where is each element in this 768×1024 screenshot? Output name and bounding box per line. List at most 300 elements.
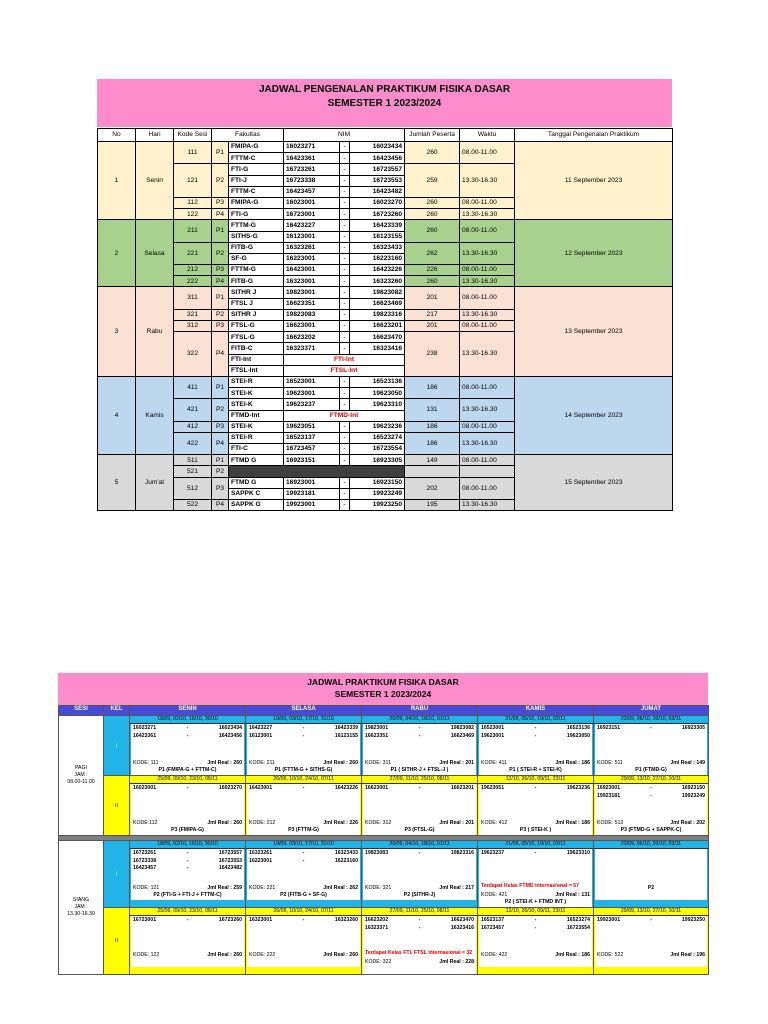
kode-label: KODE: 121 <box>133 885 160 891</box>
kode-sesi: 212 <box>174 265 212 276</box>
nim-start: 19923181 <box>284 488 340 499</box>
nim-dash: - <box>340 164 350 175</box>
kode-box <box>479 818 592 835</box>
col-header-nim: NIM <box>284 129 405 142</box>
day-no: 3 <box>98 287 136 377</box>
nim-end: 16323260 <box>350 276 405 287</box>
day-name: Jum'at <box>136 455 174 511</box>
jml-real: Jml Real : 260 <box>323 952 358 958</box>
kode-sesi: 411 <box>174 376 212 398</box>
schedule-intro-table <box>97 79 672 511</box>
schedule-cell <box>362 776 478 836</box>
nim-end: 19823082 <box>350 287 405 298</box>
kode-sesi: 522 <box>174 500 212 511</box>
nim-dash: - <box>340 153 350 164</box>
waktu: 13.30-16.30 <box>460 309 515 320</box>
kode-sesi: 222 <box>174 276 212 287</box>
nim-dash: - <box>340 399 350 410</box>
fakultas-cell: FTI-G <box>229 209 284 220</box>
fakultas-cell: SITHR J <box>229 287 284 298</box>
col-header-fakultas: Fakultas <box>212 129 284 142</box>
international-note: Terdapat Kelas FTMD Internasional = 57 <box>479 883 592 890</box>
kode-label: KODE: 412 <box>481 820 508 826</box>
nim-start: 19823001 <box>284 287 340 298</box>
kode-box <box>595 883 707 900</box>
group-label: P2 (FTI-G + FTI-J + FTTM-C) <box>153 892 222 898</box>
fakultas-cell: STEI-K <box>229 421 284 432</box>
waktu: 13.30-16.30 <box>460 276 515 287</box>
tanggal: 14 September 2023 <box>515 376 673 454</box>
meeting-dates: 19/09, 03/10, 17/10, 31/10 <box>246 841 361 849</box>
nim-end: 16523136 <box>350 376 405 387</box>
jumlah-peserta: 260 <box>405 276 460 287</box>
fakultas-cell: FTMD-Int <box>229 410 284 421</box>
nim-range-box <box>595 784 707 818</box>
nim-dash: - <box>340 376 350 387</box>
kode-sesi: 421 <box>174 399 212 421</box>
kode-label: KODE: 122 <box>133 952 160 958</box>
nim-start: 16723457 <box>284 444 340 455</box>
schedule-cell <box>246 908 362 975</box>
nim-range: 16623001 - 16623201 <box>365 785 474 791</box>
nim-start: 16023001 <box>284 197 340 208</box>
nim-start: 16923151 <box>284 455 340 466</box>
nim-end: 16623469 <box>350 298 405 309</box>
group-label: P3 (FTSL-G) <box>404 827 435 833</box>
nim-end: 16623201 <box>350 321 405 332</box>
group-label: P3 ( STEI-K ) <box>519 827 552 833</box>
schedule-cell <box>594 716 709 776</box>
nim-dash: - <box>340 477 350 488</box>
nim-range: 16923001 - 16923150 <box>597 785 705 791</box>
kode-box <box>363 818 476 835</box>
waktu: 13.30-16.30 <box>460 500 515 511</box>
nim-range-box <box>595 916 707 950</box>
tanggal: 13 September 2023 <box>515 287 673 377</box>
fakultas-cell: SF-G <box>229 253 284 264</box>
col-header-kel: KEL <box>104 706 130 716</box>
jml-real: Jml Real : 202 <box>670 820 705 826</box>
nim-start: 16523001 <box>284 376 340 387</box>
col-header-jumat: JUMAT <box>594 706 709 716</box>
fakultas-cell: FTMD G <box>229 477 284 488</box>
tanggal: 12 September 2023 <box>515 220 673 287</box>
day-name: Selasa <box>136 220 174 287</box>
nim-end: 16023270 <box>350 197 405 208</box>
nim-dash: - <box>340 321 350 332</box>
col-header-tanggal: Tanggal Pengenalan Praktikum <box>515 129 673 142</box>
fakultas-cell: STEI-R <box>229 376 284 387</box>
group-label: P2 (FITB-G + SF-G) <box>280 892 327 898</box>
intro-header-row <box>98 129 673 142</box>
kode-label: KODE: 411 <box>481 760 507 766</box>
schedule-practicum-table <box>58 673 708 975</box>
group-label: P1 (FTTM-G + SITHS-G) <box>274 767 333 773</box>
sesi-p: P2 <box>212 242 229 264</box>
nim-end: 16523274 <box>350 432 405 443</box>
nim-start: 16323261 <box>284 242 340 253</box>
nim-end: 16423226 <box>350 265 405 276</box>
kelompok-label: I <box>104 841 130 908</box>
meeting-dates: 20/09, 04/10, 18/10, 01/11 <box>362 841 477 849</box>
meeting-dates: 29/09, 13/10, 27/10, 10/11 <box>594 776 708 784</box>
jumlah-peserta: 131 <box>405 399 460 421</box>
sesi-p: P2 <box>212 466 229 477</box>
fakultas-cell: FTTM-G <box>229 220 284 231</box>
nim-start: 19923001 <box>284 500 340 511</box>
nim-range: 16023271 - 16023434 <box>133 725 242 731</box>
nim-range-box <box>131 784 244 818</box>
kode-box <box>363 957 476 974</box>
practicum-title: JADWAL PRAKTIKUM FISIKA DASAR <box>307 677 459 687</box>
waktu: 13.30-16.30 <box>460 432 515 454</box>
schedule-cell <box>478 716 594 776</box>
nim-range-box <box>363 916 476 950</box>
jumlah-peserta: 202 <box>405 477 460 499</box>
nim-end: 16023434 <box>350 142 405 153</box>
waktu: 08.00-11.00 <box>460 421 515 432</box>
waktu: 08.00-11.00 <box>460 287 515 309</box>
meeting-dates: 22/09, 06/10, 20/10, 03/11 <box>594 716 708 724</box>
group-label: P3 (FMIPA-G) <box>171 827 204 833</box>
kode-box <box>363 883 476 900</box>
jml-real: Jml Real : 201 <box>439 820 474 826</box>
col-header-kode-sesi: Kode Sesi <box>174 129 212 142</box>
intro-subtitle: SEMESTER 1 2023/2024 <box>327 98 442 109</box>
nim-end: 19623236 <box>350 421 405 432</box>
meeting-dates: 27/09, 11/10, 25/10, 08/11 <box>362 776 477 784</box>
nim-dash: - <box>340 298 350 309</box>
kode-sesi: 422 <box>174 432 212 454</box>
nim-dash: - <box>340 455 350 466</box>
fakultas-cell: FTI-C <box>229 444 284 455</box>
nim-end: 16423482 <box>350 186 405 197</box>
jumlah-peserta: 201 <box>405 287 460 309</box>
meeting-dates: 21/09, 05/10, 19/10, 02/11 <box>478 716 593 724</box>
nim-start: 16323371 <box>284 343 340 354</box>
nim-start: 16723001 <box>284 209 340 220</box>
kode-label: KODE: 322 <box>365 959 392 965</box>
kode-box <box>131 883 244 900</box>
international-class: FTI-Int <box>284 354 405 365</box>
schedule-cell <box>362 908 478 975</box>
col-header-jumlah: Jumlah Peserta <box>405 129 460 142</box>
kode-box <box>595 950 707 967</box>
kode-label: KODE: 221 <box>249 885 276 891</box>
nim-range-box <box>247 784 360 818</box>
jumlah-peserta: 195 <box>405 500 460 511</box>
col-header-selasa: SELASA <box>246 706 362 716</box>
sesi-p: P1 <box>212 287 229 309</box>
nim-dash: - <box>340 276 350 287</box>
nim-start: 16523137 <box>284 432 340 443</box>
kelompok-label: II <box>104 908 130 975</box>
group-label: P3 (FTMD-G + SAPPK-C) <box>620 827 682 833</box>
nim-start: 16623351 <box>284 298 340 309</box>
nim-range: 16623351 - 16623469 <box>365 732 474 739</box>
waktu: 08.00-11.00 <box>460 142 515 164</box>
fakultas-cell: FTI-J <box>229 175 284 186</box>
fakultas-cell: FITB-C <box>229 343 284 354</box>
nim-start: 16023271 <box>284 142 340 153</box>
jumlah-peserta: 260 <box>405 197 460 208</box>
sesi-p: P3 <box>212 265 229 276</box>
waktu: 08.00-11.00 <box>460 455 515 466</box>
col-header-waktu: Waktu <box>460 129 515 142</box>
nim-range-box <box>479 784 592 818</box>
practicum-title-banner <box>58 673 708 705</box>
schedule-cell <box>478 776 594 836</box>
kode-sesi: 112 <box>174 197 212 208</box>
intro-row <box>98 142 673 153</box>
kode-label: KODE: 321 <box>365 885 392 891</box>
kode-sesi: 312 <box>174 321 212 332</box>
waktu: 13.30-16.30 <box>460 399 515 421</box>
nim-dash: - <box>340 500 350 511</box>
nim-end: 16323416 <box>350 343 405 354</box>
nim-range: 16723338 - 16723553 <box>133 857 242 864</box>
nim-end: 16723260 <box>350 209 405 220</box>
group-label: P1 (FTMD-G) <box>635 767 667 773</box>
fakultas-cell: FTSL-G <box>229 321 284 332</box>
jumlah-peserta: 262 <box>405 242 460 264</box>
meeting-dates: 19/09, 03/10, 17/10, 31/10 <box>246 716 361 724</box>
meeting-dates: 18/09, 02/10, 16/10, 30/10 <box>130 716 245 724</box>
nim-range: 16423227 - 16423339 <box>249 725 358 731</box>
kode-label: KODE: 212 <box>249 820 276 826</box>
nim-end: 16123155 <box>350 231 405 242</box>
international-note: Terdapat Kelas FTI, FTSL Internasional = 32 <box>363 950 476 957</box>
nim-range-box <box>363 784 476 818</box>
sesi-p: P4 <box>212 209 229 220</box>
nim-range: 19623051 - 19623236 <box>481 785 590 791</box>
fakultas-cell: FTMD G <box>229 455 284 466</box>
waktu: 08.00-11.00 <box>460 477 515 499</box>
empty-slot <box>229 466 405 477</box>
kode-box <box>479 890 592 907</box>
nim-start: 16723261 <box>284 164 340 175</box>
kode-sesi: 512 <box>174 477 212 499</box>
day-no: 4 <box>98 376 136 454</box>
nim-end: 16423456 <box>350 153 405 164</box>
sesi-p: P1 <box>212 142 229 164</box>
nim-end: 16923305 <box>350 455 405 466</box>
nim-range: 16723261 - 16723557 <box>133 850 242 856</box>
kode-label: KODE: 522 <box>597 952 624 958</box>
nim-start: 16323001 <box>284 276 340 287</box>
sesi-p: P4 <box>212 500 229 511</box>
fakultas-cell: FITB-G <box>229 276 284 287</box>
nim-start: 16123001 <box>284 231 340 242</box>
jml-real: Jml Real : 131 <box>555 892 590 898</box>
nim-start: 19623237 <box>284 399 340 410</box>
group-label: P1 (FMIPA-G + FTTM-C) <box>158 767 217 773</box>
day-no: 1 <box>98 142 136 220</box>
fakultas-cell: STEI-R <box>229 432 284 443</box>
nim-range: 19623001 - 19623050 <box>481 732 590 739</box>
sesi-p: P2 <box>212 164 229 198</box>
sesi-p: P1 <box>212 376 229 398</box>
nim-range: 16623202 - 16623470 <box>365 917 474 923</box>
group-label: P2 (SITHR-J) <box>403 892 436 898</box>
nim-dash: - <box>340 209 350 220</box>
fakultas-cell: FTTM-C <box>229 153 284 164</box>
schedule-cell <box>594 841 709 908</box>
jumlah-peserta: 201 <box>405 321 460 332</box>
nim-start: 16923001 <box>284 477 340 488</box>
nim-start: 16623001 <box>284 321 340 332</box>
kode-label: KODE:112 <box>133 820 158 826</box>
jml-real: Jml Real : 228 <box>439 959 474 965</box>
nim-range-box <box>595 724 707 758</box>
kode-label: KODE: 222 <box>249 952 276 958</box>
schedule-cell <box>478 841 594 908</box>
nim-end: 16923150 <box>350 477 405 488</box>
nim-range: 16223001 - 16223160 <box>249 857 358 864</box>
kode-box <box>479 950 592 967</box>
fakultas-cell: STEI-K <box>229 388 284 399</box>
jumlah-peserta: 259 <box>405 164 460 198</box>
group-label: P2 <box>647 885 655 891</box>
fakultas-cell: SITHR J <box>229 309 284 320</box>
jumlah-peserta: 186 <box>405 432 460 454</box>
col-header-senin: SENIN <box>130 706 246 716</box>
sesi-label: SIANG JAM : 13.30-16.30 <box>59 841 104 975</box>
nim-range: 16323001 - 16323260 <box>249 917 358 923</box>
day-name: Kamis <box>136 376 174 454</box>
group-label: P2 ( STEI-K + FTMD INT ) <box>504 899 567 905</box>
nim-dash: - <box>340 242 350 253</box>
fakultas-cell: FMIPA-G <box>229 197 284 208</box>
nim-start: 19823083 <box>284 309 340 320</box>
group-label: P3 (FTTM-G) <box>288 827 319 833</box>
kode-box <box>247 758 360 775</box>
nim-range: 16523001 - 16523136 <box>481 725 590 731</box>
meeting-dates: 12/10, 26/10, 09/11, 23/11 <box>478 908 593 916</box>
waktu: 08.00-11.00 <box>460 265 515 276</box>
schedule-cell <box>246 841 362 908</box>
jml-real: Jml Real : 149 <box>670 760 705 766</box>
sesi-p: P3 <box>212 477 229 499</box>
waktu <box>460 466 515 477</box>
nim-range: 19823001 - 19823082 <box>365 725 474 731</box>
group-label: P1 ( STEI-R + STEI-K) <box>509 767 562 773</box>
nim-range-box <box>479 916 592 950</box>
waktu: 13.30-16.30 <box>460 242 515 264</box>
fakultas-cell: SITHS-G <box>229 231 284 242</box>
nim-range: 16323371 - 16323416 <box>365 924 474 931</box>
intro-table <box>97 128 673 511</box>
jml-real: Jml Real : 186 <box>555 760 590 766</box>
nim-range-box <box>363 724 476 758</box>
kode-label: KODE: 422 <box>481 952 508 958</box>
kode-sesi: 211 <box>174 220 212 242</box>
nim-start: 16723338 <box>284 175 340 186</box>
meeting-dates: 20/09, 04/10, 18/10, 01/11 <box>362 716 477 724</box>
col-header-kamis: KAMIS <box>478 706 594 716</box>
meeting-dates: 12/10, 26/10, 09/11, 23/11 <box>478 776 593 784</box>
nim-dash: - <box>340 220 350 231</box>
practicum-header-row <box>59 706 709 716</box>
kelompok-label: I <box>104 716 130 776</box>
nim-dash: - <box>340 265 350 276</box>
nim-end: 16723553 <box>350 175 405 186</box>
col-header-rabu: RABU <box>362 706 478 716</box>
nim-dash: - <box>340 388 350 399</box>
jml-real: Jml Real : 226 <box>323 820 358 826</box>
nim-range: 16923151 - 16923305 <box>597 725 705 731</box>
nim-range-box <box>131 916 244 950</box>
kode-label: KODE: 511 <box>597 760 623 766</box>
sesi-p: P2 <box>212 309 229 320</box>
sesi-p: P3 <box>212 421 229 432</box>
nim-end: 16723554 <box>350 444 405 455</box>
sesi-p: P4 <box>212 432 229 454</box>
day-no: 5 <box>98 455 136 511</box>
nim-range: 16423361 - 16423456 <box>133 732 242 739</box>
jml-real: Jml Real : 196 <box>670 952 705 958</box>
sesi-p: P4 <box>212 332 229 377</box>
kode-box <box>131 818 244 835</box>
day-name: Senin <box>136 142 174 220</box>
schedule-cell <box>130 908 246 975</box>
jumlah-peserta: 226 <box>405 265 460 276</box>
fakultas-cell: SAPPK G <box>229 500 284 511</box>
kode-box <box>247 883 360 900</box>
nim-dash: - <box>340 444 350 455</box>
kode-label: KODE: 512 <box>597 820 624 826</box>
waktu: 13.30-16.30 <box>460 164 515 198</box>
nim-start: 16423361 <box>284 153 340 164</box>
nim-range-box <box>595 849 707 883</box>
day-no: 2 <box>98 220 136 287</box>
nim-dash: - <box>340 287 350 298</box>
nim-start: 16223001 <box>284 253 340 264</box>
practicum-subtitle: SEMESTER 1 2023/2024 <box>334 689 432 699</box>
kelompok-label: II <box>104 776 130 836</box>
kode-box <box>131 758 244 775</box>
jumlah-peserta: 260 <box>405 209 460 220</box>
sesi-p: P3 <box>212 321 229 332</box>
nim-end: 19923250 <box>350 500 405 511</box>
nim-end: 16323433 <box>350 242 405 253</box>
kode-sesi: 311 <box>174 287 212 309</box>
nim-end: 16723557 <box>350 164 405 175</box>
tanggal: 11 September 2023 <box>515 142 673 220</box>
nim-range: 16423001 - 16423226 <box>249 785 358 791</box>
kode-box <box>363 758 476 775</box>
sesi-p: P4 <box>212 276 229 287</box>
nim-end: 16423339 <box>350 220 405 231</box>
schedule-cell <box>130 716 246 776</box>
nim-end: 19923249 <box>350 488 405 499</box>
waktu: 13.30-16.30 <box>460 209 515 220</box>
nim-range-box <box>479 849 592 883</box>
meeting-dates: 26/09, 10/10, 24/10, 07/11 <box>246 908 361 916</box>
meeting-dates: 18/09, 02/10, 16/10, 30/10 <box>130 841 245 849</box>
kode-sesi: 321 <box>174 309 212 320</box>
kode-sesi: 511 <box>174 455 212 466</box>
kode-label: KODE: 111 <box>133 760 159 766</box>
intro-row <box>98 455 673 466</box>
schedule-cell <box>246 776 362 836</box>
meeting-dates: 29/09, 13/10, 27/10, 10/11 <box>594 908 708 916</box>
kode-sesi: 111 <box>174 142 212 164</box>
kode-sesi: 121 <box>174 164 212 198</box>
kode-sesi: 521 <box>174 466 212 477</box>
kode-label: KODE: 312 <box>365 820 392 826</box>
jumlah-peserta <box>405 466 460 477</box>
